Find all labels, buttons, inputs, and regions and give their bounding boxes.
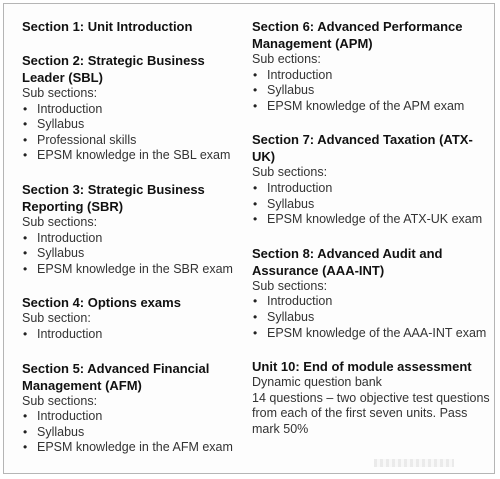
list-item <box>252 68 492 84</box>
sub-sections-label: Sub sections: <box>252 278 328 293</box>
left-column <box>22 18 244 473</box>
list-item <box>252 83 492 99</box>
list-item <box>22 102 244 118</box>
sub-section-list <box>252 181 492 228</box>
list-item-text: Introduction <box>37 409 103 424</box>
sub-sections-label: Sub sections: <box>22 393 98 408</box>
list-item <box>22 148 244 164</box>
bullet-icon: • <box>253 325 258 340</box>
section-title: Section 5: Advanced Financial Management (AFM) <box>22 360 210 393</box>
list-item-text: Introduction <box>37 101 103 116</box>
sub-section-list <box>22 327 244 343</box>
sub-sections-label: Sub sections: <box>252 165 328 180</box>
list-item <box>252 212 492 228</box>
list-item <box>22 425 244 441</box>
bullet-icon: • <box>23 230 28 245</box>
section-title: Section 2: Strategic Business Leader (SBL) <box>22 53 205 85</box>
section-title: Section 7: Advanced Taxation (ATX-UK) <box>252 132 473 165</box>
list-item-text: EPSM knowledge in the AFM exam <box>37 440 233 455</box>
bullet-icon: • <box>253 83 258 98</box>
section-block <box>22 18 244 35</box>
list-item-text: Syllabus <box>267 309 315 324</box>
list-item <box>22 409 244 425</box>
section-block <box>22 181 244 277</box>
list-item-text: Introduction <box>37 326 103 341</box>
list-item <box>22 246 244 262</box>
unit-10-section <box>252 358 492 437</box>
sub-sections-label: Sub section: <box>22 311 91 326</box>
bullet-icon: • <box>23 409 28 424</box>
section-block <box>22 52 244 164</box>
list-item <box>22 231 244 247</box>
section-block <box>252 245 492 341</box>
watermark <box>374 459 454 467</box>
bullet-icon: • <box>23 246 28 261</box>
right-column <box>252 18 492 455</box>
bullet-icon: • <box>23 148 28 163</box>
section-title: Section 3: Strategic Business Reporting (SBR) <box>22 181 205 214</box>
section-title: Section 4: Options exams <box>22 295 181 311</box>
list-item-text: Professional skills <box>37 132 137 147</box>
list-item <box>252 197 492 213</box>
sub-section-list <box>22 102 244 164</box>
list-item <box>22 133 244 149</box>
list-item <box>252 99 492 115</box>
list-item-text: Introduction <box>267 294 333 309</box>
list-item-text: Syllabus <box>37 117 85 132</box>
section-title: Section 8: Advanced Audit and Assurance (AAA-INT) <box>252 245 443 278</box>
list-item-text: Introduction <box>267 67 333 82</box>
bullet-icon: • <box>253 67 258 82</box>
sub-section-list <box>22 231 244 278</box>
sub-section-list <box>22 409 244 456</box>
bullet-icon: • <box>253 309 258 324</box>
bullet-icon: • <box>253 212 258 227</box>
list-item-text: EPSM knowledge of the APM exam <box>267 98 465 113</box>
list-item <box>252 326 492 342</box>
section-title: Section 6: Advanced Performance Management (APM) <box>252 19 463 51</box>
bullet-icon: • <box>253 180 258 195</box>
sub-section-list <box>252 68 492 115</box>
list-item-text: EPSM knowledge in the SBL exam <box>37 148 231 163</box>
list-item <box>252 181 492 197</box>
bullet-icon: • <box>23 101 28 116</box>
list-item <box>252 310 492 326</box>
section-block <box>22 360 244 456</box>
list-item-text: EPSM knowledge of the ATX-UK exam <box>267 212 483 227</box>
list-item-text: Syllabus <box>37 424 85 439</box>
section-block <box>252 18 492 114</box>
list-item <box>22 117 244 133</box>
section-block <box>252 131 492 227</box>
bullet-icon: • <box>23 117 28 132</box>
section-title: Section 1: Unit Introduction <box>22 19 193 34</box>
bullet-icon: • <box>23 326 28 341</box>
list-item-text: Syllabus <box>267 196 315 211</box>
list-item-text: Introduction <box>37 230 103 245</box>
list-item-text: EPSM knowledge in the SBR exam <box>37 261 233 276</box>
bullet-icon: • <box>23 132 28 147</box>
list-item <box>22 327 244 343</box>
bullet-icon: • <box>23 440 28 455</box>
sub-sections-label: Sub sections: <box>22 86 98 100</box>
unit-10-line-2: 14 questions – two objective test questions from each of the first seven units. Pass mark 50% <box>252 390 490 436</box>
list-item-text: EPSM knowledge of the AAA-INT exam <box>267 325 487 340</box>
right-sections <box>252 18 492 341</box>
section-block <box>22 294 244 342</box>
sub-sections-label: Sub sections: <box>22 214 98 229</box>
list-item-text: Introduction <box>267 180 333 195</box>
bullet-icon: • <box>253 196 258 211</box>
list-item-text: Syllabus <box>37 246 85 261</box>
bullet-icon: • <box>253 98 258 113</box>
sub-section-list <box>252 294 492 341</box>
list-item <box>22 440 244 456</box>
bullet-icon: • <box>253 294 258 309</box>
unit-10-title: Unit 10: End of module assessment <box>252 359 472 375</box>
list-item-text: Syllabus <box>267 83 315 98</box>
sub-sections-label: Sub ections: <box>252 52 321 66</box>
list-item <box>252 294 492 310</box>
unit-10-line-1: Dynamic question bank <box>252 375 382 390</box>
document-frame <box>3 3 495 474</box>
bullet-icon: • <box>23 261 28 276</box>
bullet-icon: • <box>23 424 28 439</box>
list-item <box>22 262 244 278</box>
